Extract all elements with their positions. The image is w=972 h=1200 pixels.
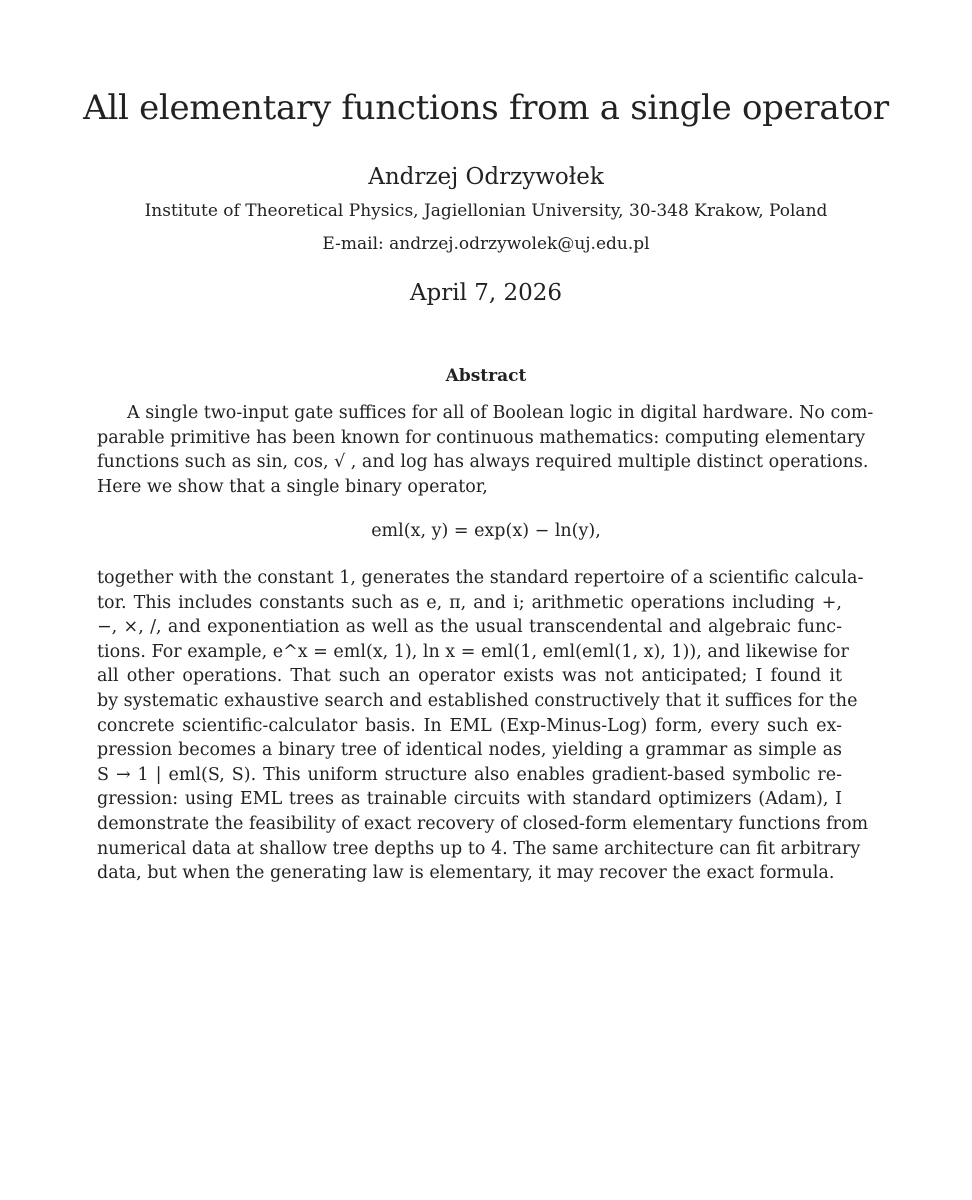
display-equation: eml(x, y) = exp(x) − ln(y), (371, 521, 601, 541)
abstract-line: −, ×, /, and exponentiation as well as the usual transcendental and algebraic func- (97, 617, 842, 638)
abstract-line: tor. This includes constants such as e, π, and i; arithmetic operations including +, (97, 592, 842, 613)
abstract-line: together with the constant 1, generates the standard repertoire of a scientific calcula- (97, 568, 864, 588)
abstract-paragraph-2 (97, 566, 869, 886)
abstract-line: concrete scientific-calculator basis. In EML (Exp-Minus-Log) form, every such ex- (97, 715, 842, 736)
paper-date: April 7, 2026 (409, 280, 563, 306)
abstract-line: tions. For example, e^x = eml(x, 1), ln x = eml(1, eml(eml(1, x), 1)), and likewise for (97, 641, 849, 662)
abstract-line: all other operations. That such an operator exists was not anticipated; I found it (97, 666, 842, 687)
author-affiliation: Institute of Theoretical Physics, Jagiellonian University, 30-348 Krakow, Poland (144, 201, 828, 221)
abstract-line: A single two-input gate suffices for all of Boolean logic in digital hardware. No com- (127, 403, 874, 423)
abstract-line: S → 1 | eml(S, S). This uniform structure also enables gradient-based symbolic re- (97, 764, 842, 785)
author-name: Andrzej Odrzywołek (368, 164, 604, 190)
abstract-line: data, but when the generating law is elementary, it may recover the exact formula. (97, 863, 835, 884)
paper-title: All elementary functions from a single operator (83, 88, 889, 128)
author-email: E-mail: andrzej.odrzywolek@uj.edu.pl (322, 234, 650, 254)
abstract-line: Here we show that a single binary operator, (97, 476, 488, 497)
abstract-line: by systematic exhaustive search and established constructively that it suffices for the (97, 690, 858, 711)
abstract-line: gression: using EML trees as trainable circuits with standard optimizers (Adam), I (97, 789, 842, 810)
abstract-line: pression becomes a binary tree of identical nodes, yielding a grammar as simple as (97, 740, 842, 761)
abstract-line: demonstrate the feasibility of exact recovery of closed-form elementary functions from (97, 813, 869, 834)
abstract-line: functions such as sin, cos, √ , and log has always required multiple distinct operations. (97, 452, 869, 473)
abstract-paragraph-1 (97, 401, 874, 499)
abstract-line: parable primitive has been known for continuous mathematics: computing elementary (97, 427, 866, 448)
abstract-line: numerical data at shallow tree depths up to 4. The same architecture can fit arbitrary (97, 838, 861, 859)
abstract-heading: Abstract (445, 366, 527, 386)
